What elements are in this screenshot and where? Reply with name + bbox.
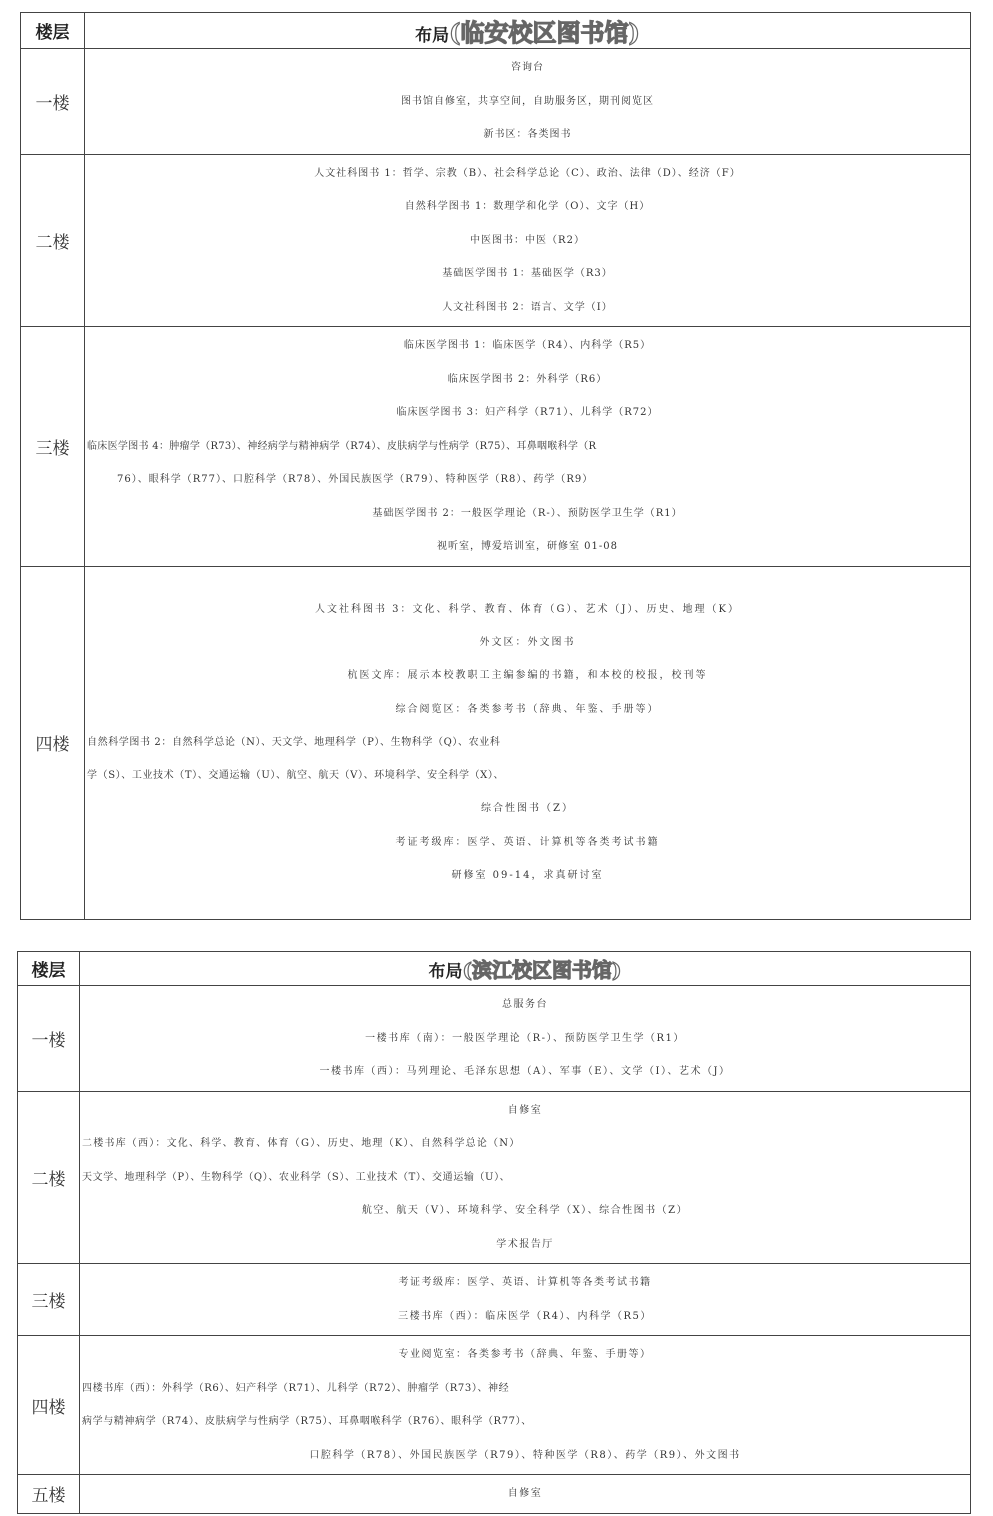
layout-line: 人文社科图书 2：语言、文学（I） [442,301,613,313]
floor-header: 楼层 [18,952,80,986]
layout-line: 视听室，博爱培训室，研修室 01-08 [436,541,618,552]
floor-label: 四楼 [21,566,85,919]
layout-line: 自修室 [507,1488,543,1499]
layout-header-label: 布局 [415,26,450,46]
floor-label: 一楼 [21,49,85,155]
table-header-row [18,952,971,986]
floor-layout-cell [85,49,971,155]
layout-line: 中医图书：中医（R2） [470,234,585,246]
floor-layout-cell [80,986,971,1092]
layout-line: 人文社科图书 1：哲学、宗教（B）、社会科学总论（C）、政治、法律（D）、经济（F） [314,167,741,179]
layout-line: 学术报告厅 [496,1238,554,1250]
campus-name: (滨江校区图书馆) [462,958,622,982]
floor-label: 二楼 [21,154,85,327]
floor-row [21,49,971,155]
floor-label: 三楼 [18,1264,80,1336]
layout-line: 人文社科图书 3：文化、科学、教育、体育（G）、艺术（J）、历史、地理（K） [314,604,740,616]
floor-layout-cell [85,327,971,567]
layout-line: 病学与精神病学（R74）、皮肤病学与性病学（R75）、耳鼻咽喉科学（R76）、眼科学（R77）、 [82,1416,532,1427]
floor-label: 四楼 [18,1336,80,1475]
layout-line: 考证考级库：医学、英语、计算机等各类考试书籍 [395,836,660,848]
layout-line: 综合阅览区：各类参考书（辞典、年鉴、手册等） [395,703,660,715]
linan-layout-table [20,12,971,920]
layout-line: 外文区：外文图书 [479,637,576,649]
layout-line: 新书区：各类图书 [483,129,572,140]
floor-layout-cell [80,1264,971,1336]
layout-line: 研修室 09-14，求真研讨室 [451,869,604,881]
layout-line: 一楼书库（西）：马列理论、毛泽东思想（A）、军事（E）、文学（I）、艺术（J） [319,1066,731,1077]
layout-line: 口腔科学（R78）、外国民族医学（R79）、特种医学（R8）、药学（R9）、外文图书 [309,1449,741,1461]
floor-row [21,154,971,327]
layout-line: 基础医学图书 2：一般医学理论（R-）、预防医学卫生学（R1） [372,507,683,519]
table-header-row [21,13,971,49]
layout-line: 自然科学图书 2：自然科学总论（N）、天文学、地理科学（P）、生物科学（Q）、农业科 [87,736,501,748]
layout-line: 一楼书库（南）：一般医学理论（R-）、预防医学卫生学（R1） [365,1032,685,1044]
floor-label: 二楼 [18,1091,80,1264]
floor-layout-cell [80,1475,971,1514]
floor-layout-cell [85,566,971,919]
layout-line: 基础医学图书 1：基础医学（R3） [442,268,613,279]
floor-row [18,986,971,1092]
layout-line: 学（S）、工业技术（T）、交通运输（U）、航空、航天（V）、环境科学、安全科学（X）、 [87,770,505,782]
floor-header: 楼层 [21,13,85,49]
layout-header [80,952,971,986]
layout-line: 二楼书库（西）：文化、科学、教育、体育（G）、历史、地理（K）、自然科学总论（N） [82,1138,521,1149]
campus-name: (临安校区图书馆) [449,18,640,47]
floor-layout-cell [85,154,971,327]
floor-layout-cell [80,1336,971,1475]
layout-header [85,13,971,49]
floor-row [18,1475,971,1514]
layout-line: 三楼书库（西）：临床医学（R4）、内科学（R5） [398,1310,652,1322]
floor-label: 三楼 [21,327,85,567]
layout-line: 图书馆自修室，共享空间，自助服务区，期刊阅览区 [401,95,654,107]
layout-line: 自然科学图书 1：数理学和化学（O）、文字（H） [404,201,651,212]
layout-line: 综合性图书（Z） [481,803,574,815]
floor-row [21,327,971,567]
layout-line: 专业阅览室：各类参考书（辞典、年鉴、手册等） [398,1349,652,1360]
floor-row [18,1264,971,1336]
floor-row [21,566,971,919]
layout-line: 临床医学图书 4：肿瘤学（R73）、神经病学与精神病学（R74）、皮肤病学与性病学（R75）、耳鼻咽喉科学（R [87,440,597,452]
floor-label: 五楼 [18,1475,80,1514]
floor-label: 一楼 [18,986,80,1092]
layout-line: 临床医学图书 2：外科学（R6） [447,373,608,385]
layout-header-label: 布局 [428,962,463,982]
floor-row [18,1336,971,1475]
floor-layout-cell [80,1091,971,1264]
layout-line: 杭医文库：展示本校教职工主编参编的书籍，和本校的校报，校刊等 [347,670,708,682]
layout-line: 四楼书库（西）：外科学（R6）、妇产科学（R71）、儿科学（R72）、肿瘤学（R73）、神经 [82,1382,510,1394]
binjiang-layout-table [17,951,971,1514]
layout-line: 自修室 [507,1104,543,1116]
layout-line: 咨询台 [511,62,544,73]
layout-line: 考证考级库：医学、英语、计算机等各类考试书籍 [398,1277,652,1288]
layout-line: 航空、航天（V）、环境科学、安全科学（X）、综合性图书（Z） [361,1205,689,1216]
layout-line: 临床医学图书 3：妇产科学（R71）、儿科学（R72） [396,407,659,418]
layout-line: 76）、眼科学（R77）、口腔科学（R78）、外国民族医学（R79）、特种医学（R8）、药学（R9） [117,474,594,485]
layout-line: 临床医学图书 1：临床医学（R4）、内科学（R5） [403,340,652,351]
layout-line: 天文学、地理科学（P）、生物科学（Q）、农业科学（S）、工业技术（T）、交通运输（U）、 [82,1171,511,1183]
floor-row [18,1091,971,1264]
layout-line: 总服务台 [502,999,548,1010]
